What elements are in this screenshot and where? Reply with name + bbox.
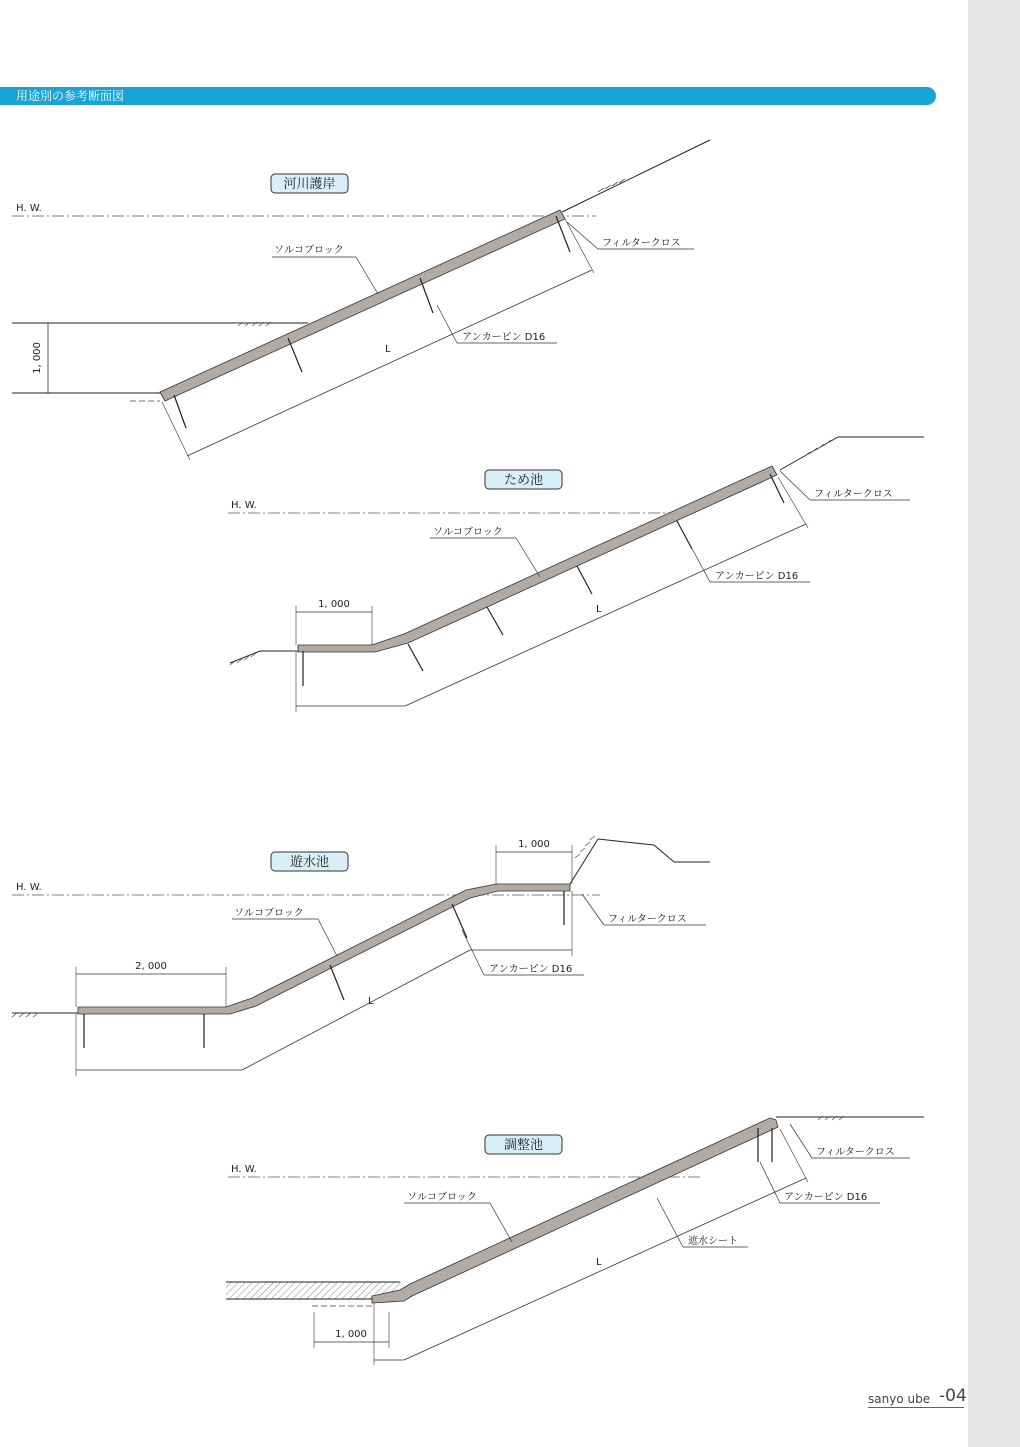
label-filter: フィルタークロス (602, 238, 681, 249)
label-filter: フィルタークロス (608, 914, 687, 925)
hw-label: H. W. (16, 882, 42, 893)
dimension-L: L (596, 604, 602, 615)
dimension-L: L (385, 344, 391, 355)
label-anchor: アンカーピン D16 (715, 571, 799, 582)
dimension-height: 1, 000 (32, 342, 43, 374)
leader-line (490, 1203, 512, 1242)
section-header-title: 用途別の参考断面図 (16, 89, 125, 103)
block-revetment (160, 210, 565, 401)
anchor-pin (452, 904, 467, 938)
section-title: 河川護岸 (283, 177, 336, 192)
label-anchor: アンカーピン D16 (489, 964, 573, 975)
section-river-revetment (12, 140, 710, 460)
label-block: ソルコブロック (433, 527, 503, 538)
extension-line (565, 219, 594, 273)
label-anchor: アンカーピン D16 (462, 332, 546, 343)
label-filter: フィルタークロス (814, 489, 893, 500)
ground-line (654, 845, 674, 862)
anchor-pin (556, 216, 570, 252)
extension-line (780, 1129, 808, 1182)
hw-label: H. W. (231, 1164, 257, 1175)
anchor-pin (770, 474, 784, 503)
footer-rule (868, 1407, 964, 1408)
anchor-pin (408, 644, 423, 671)
anchor-pin (174, 395, 186, 428)
dimension-bottom: 1, 000 (335, 1329, 367, 1340)
anchor-pin (420, 278, 433, 313)
hw-label: H. W. (16, 203, 42, 214)
dimension-top: 1, 000 (518, 839, 550, 850)
leader-line (567, 222, 598, 249)
hw-label: H. W. (231, 500, 257, 511)
section-title: 調整池 (503, 1138, 544, 1153)
label-filter: フィルタークロス (816, 1147, 895, 1158)
extension-line (162, 402, 190, 460)
leader-line (760, 1162, 780, 1203)
page-number: -04 (939, 1386, 967, 1406)
block-revetment (78, 884, 573, 1014)
leader-line (437, 305, 457, 343)
grass-mark (575, 836, 595, 858)
section-title: 遊水池 (289, 855, 330, 870)
dimension-bottom: 2, 000 (135, 961, 167, 972)
label-block: ソルコブロック (234, 908, 304, 919)
section-regulating-pond (226, 1116, 924, 1365)
anchor-pin (577, 566, 592, 594)
anchor-pin (487, 607, 503, 635)
leader-line (318, 919, 337, 956)
label-anchor: アンカーピン D16 (784, 1192, 868, 1203)
dimension-L: L (596, 1257, 602, 1268)
ground-line (780, 437, 838, 470)
footer-brand: sanyo ube (868, 1392, 931, 1406)
ground-line (562, 140, 710, 212)
dimension-line (242, 950, 470, 1070)
leader-line (582, 894, 604, 925)
block-revetment (372, 1118, 778, 1303)
anchor-pin (330, 965, 344, 1000)
ground-line (570, 839, 598, 884)
ground-line (598, 839, 654, 845)
section-reservoir (228, 437, 924, 712)
page-footer (868, 1385, 968, 1409)
leader-line (516, 538, 540, 577)
block-revetment (298, 466, 777, 652)
label-block: ソルコブロック (407, 1192, 477, 1203)
extension-line (778, 477, 808, 528)
leader-line (780, 471, 810, 500)
leader-line (790, 1124, 812, 1158)
label-block: ソルコブロック (274, 245, 344, 256)
section-title: ため池 (503, 473, 544, 488)
grass-mark (598, 179, 625, 192)
anchor-pin (288, 338, 302, 372)
dimension-L: L (368, 996, 374, 1007)
grass-mark (12, 1013, 38, 1017)
leader-line (356, 257, 378, 294)
dimension-top: 1, 000 (318, 599, 350, 610)
grass-mark (230, 653, 256, 665)
label-sheet: 遮水シート (688, 1236, 738, 1247)
section-retarding-basin (12, 836, 710, 1076)
